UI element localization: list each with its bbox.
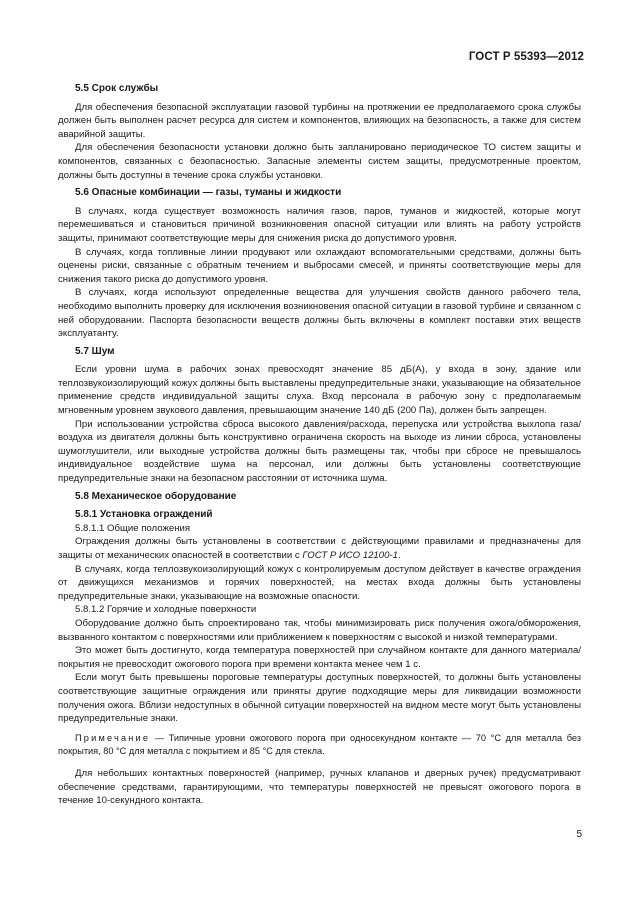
paragraph: В случаях, когда используют определенные вещества для улучшения свойств данного рабочего тела, необходимо выполнить проверку для исключения возникновения опасной ситуации в газовой турбине и связанном с ней оборудовании. Паспорта безопасности веществ должны быть включены в комплект поставки этих веществ эксплуатанту. (58, 287, 581, 340)
note-text: — Типичные уровни ожогового порога при односекундном контакте — 70 °С для металла без покрытия, 80 °С для металла с покрытием и 85 °С для стекла. (58, 732, 581, 757)
paragraph: При использовании устройства сброса высокого давления/расхода, перепуска или устройства выхлопа газа/воздуха из двигателя должны быть конструктивно ограничена скорость на выходе из линии сброса, установлены шумоглушители, или выходные устройства должны быть размещены так, чтобы при сбросе не превышалось индивидуальное воздействие шума на персонал, или должны быть установлены соответствующие предупредительные знаки на безопасном расстоянии от источника шума. (58, 418, 581, 485)
section-5-8-1-2-heading: 5.8.1.2 Горячие и холодные поверхности (75, 604, 257, 616)
paragraph: В случаях, когда существует возможность наличия газов, паров, туманов и жидкостей, которые могут перемешиваться и становиться причиной возникновения опасной ситуации или влиять на работу устройств защиты, принимают соответствующие меры для снижения риска до допустимого уровня. (58, 205, 581, 244)
note (58, 732, 581, 759)
section-5-8-1-1-heading: 5.8.1.1 Общие положения (75, 522, 191, 534)
section-5-7-heading: 5.7 Шум (75, 345, 115, 357)
standard-reference: ГОСТ Р ИСО 12100-1 (302, 550, 398, 561)
note-label: Примечание (75, 732, 151, 743)
section-5-5-heading: 5.5 Срок службы (75, 83, 159, 94)
paragraph-text: Ограждения должны быть установлены в соответствии с действующими правилами и предназначены для защиты от механических опасностей в соответствии с (58, 536, 581, 561)
section-5-6-heading: 5.6 Опасные комбинации — газы, туманы и жидкости (75, 187, 342, 199)
paragraph: В случаях, когда топливные линии продувают или охлаждают вспомогательными средствами, должны быть оценены риски, связанные с обратным течением и выбросами смесей, и приняты соответствующие меры для снижения такого риска до допустимого уровня. (58, 246, 581, 285)
document-standard-id: ГОСТ Р 55393—2012 (468, 51, 584, 63)
document-body (58, 78, 581, 808)
paragraph: Для небольших контактных поверхностей (например, ручных клапанов и дверных ручек) предусматривают обеспечение средствами, гарантирующими, что температуры поверхностей не превысят ожогового порога в течение 10-секундного контакта. (58, 767, 581, 807)
paragraph: Для обеспечения безопасной эксплуатации газовой турбины на протяжении ее предполагаемого срока службы должен быть выполнен расчет ресурса для систем и компонентов, влияющих на безопасность, а также для систем аварийной защиты. (58, 101, 581, 140)
section-5-8-1-heading: 5.8.1 Установка ограждений (75, 509, 213, 521)
paragraph: Это может быть достигнуто, когда температура поверхностей при случайном контакте для данного материала/покрытия не превосходит ожогового порога при времени контакта менее чем 1 с. (58, 645, 581, 670)
paragraph: Если уровни шума в рабочих зонах превосходят значение 85 дБ(А), у входа в зону, здание или теплозвукоизолирующий кожух должны быть выставлены предупредительные знаки, указывающие на обязательное применение средств индивидуальной защиты слуха. Вход персонала в рабочую зону с предполагаемым мгновенным уровнем звукового давления, превышающим значение 140 дБ (200 Па), должен быть запрещен. (58, 364, 581, 417)
paragraph: Оборудование должно быть спроектировано так, чтобы минимизировать риск получения ожога/обморожения, вызванного контактом с поверхностями или приближением к поверхностям с высокой и низкой температурами. (58, 617, 581, 643)
paragraph-text: . (397, 550, 401, 561)
paragraph: Если могут быть превышены пороговые температуры доступных поверхностей, то должны быть установлены соответствующие защитные ограждения или приняты другие подходящие меры для ликвидации возможности получения ожога. Вблизи недоступных в обычной ситуации поверхностей на видном месте могут быть установлены предупредительные знаки. (58, 672, 581, 725)
paragraph (58, 535, 581, 562)
paragraph: Для обеспечения безопасности установки должно быть запланировано периодическое ТО систем защиты и компонентов, связанных с безопасностью. Запасные элементы систем защиты, предусмотренные проектом, должны быть доступны в течение срока службы установки. (58, 142, 581, 181)
section-5-8-heading: 5.8 Механическое оборудование (75, 490, 237, 502)
page-number: 5 (576, 829, 582, 840)
paragraph: В случаях, когда теплозвукоизолирующий кожух с контролируемым доступом действует в качестве ограждения от движущихся механизмов и горячих поверхностей, на местах входа должны быть установлены предупредительные знаки, указывающие на возможные опасности. (58, 563, 581, 602)
